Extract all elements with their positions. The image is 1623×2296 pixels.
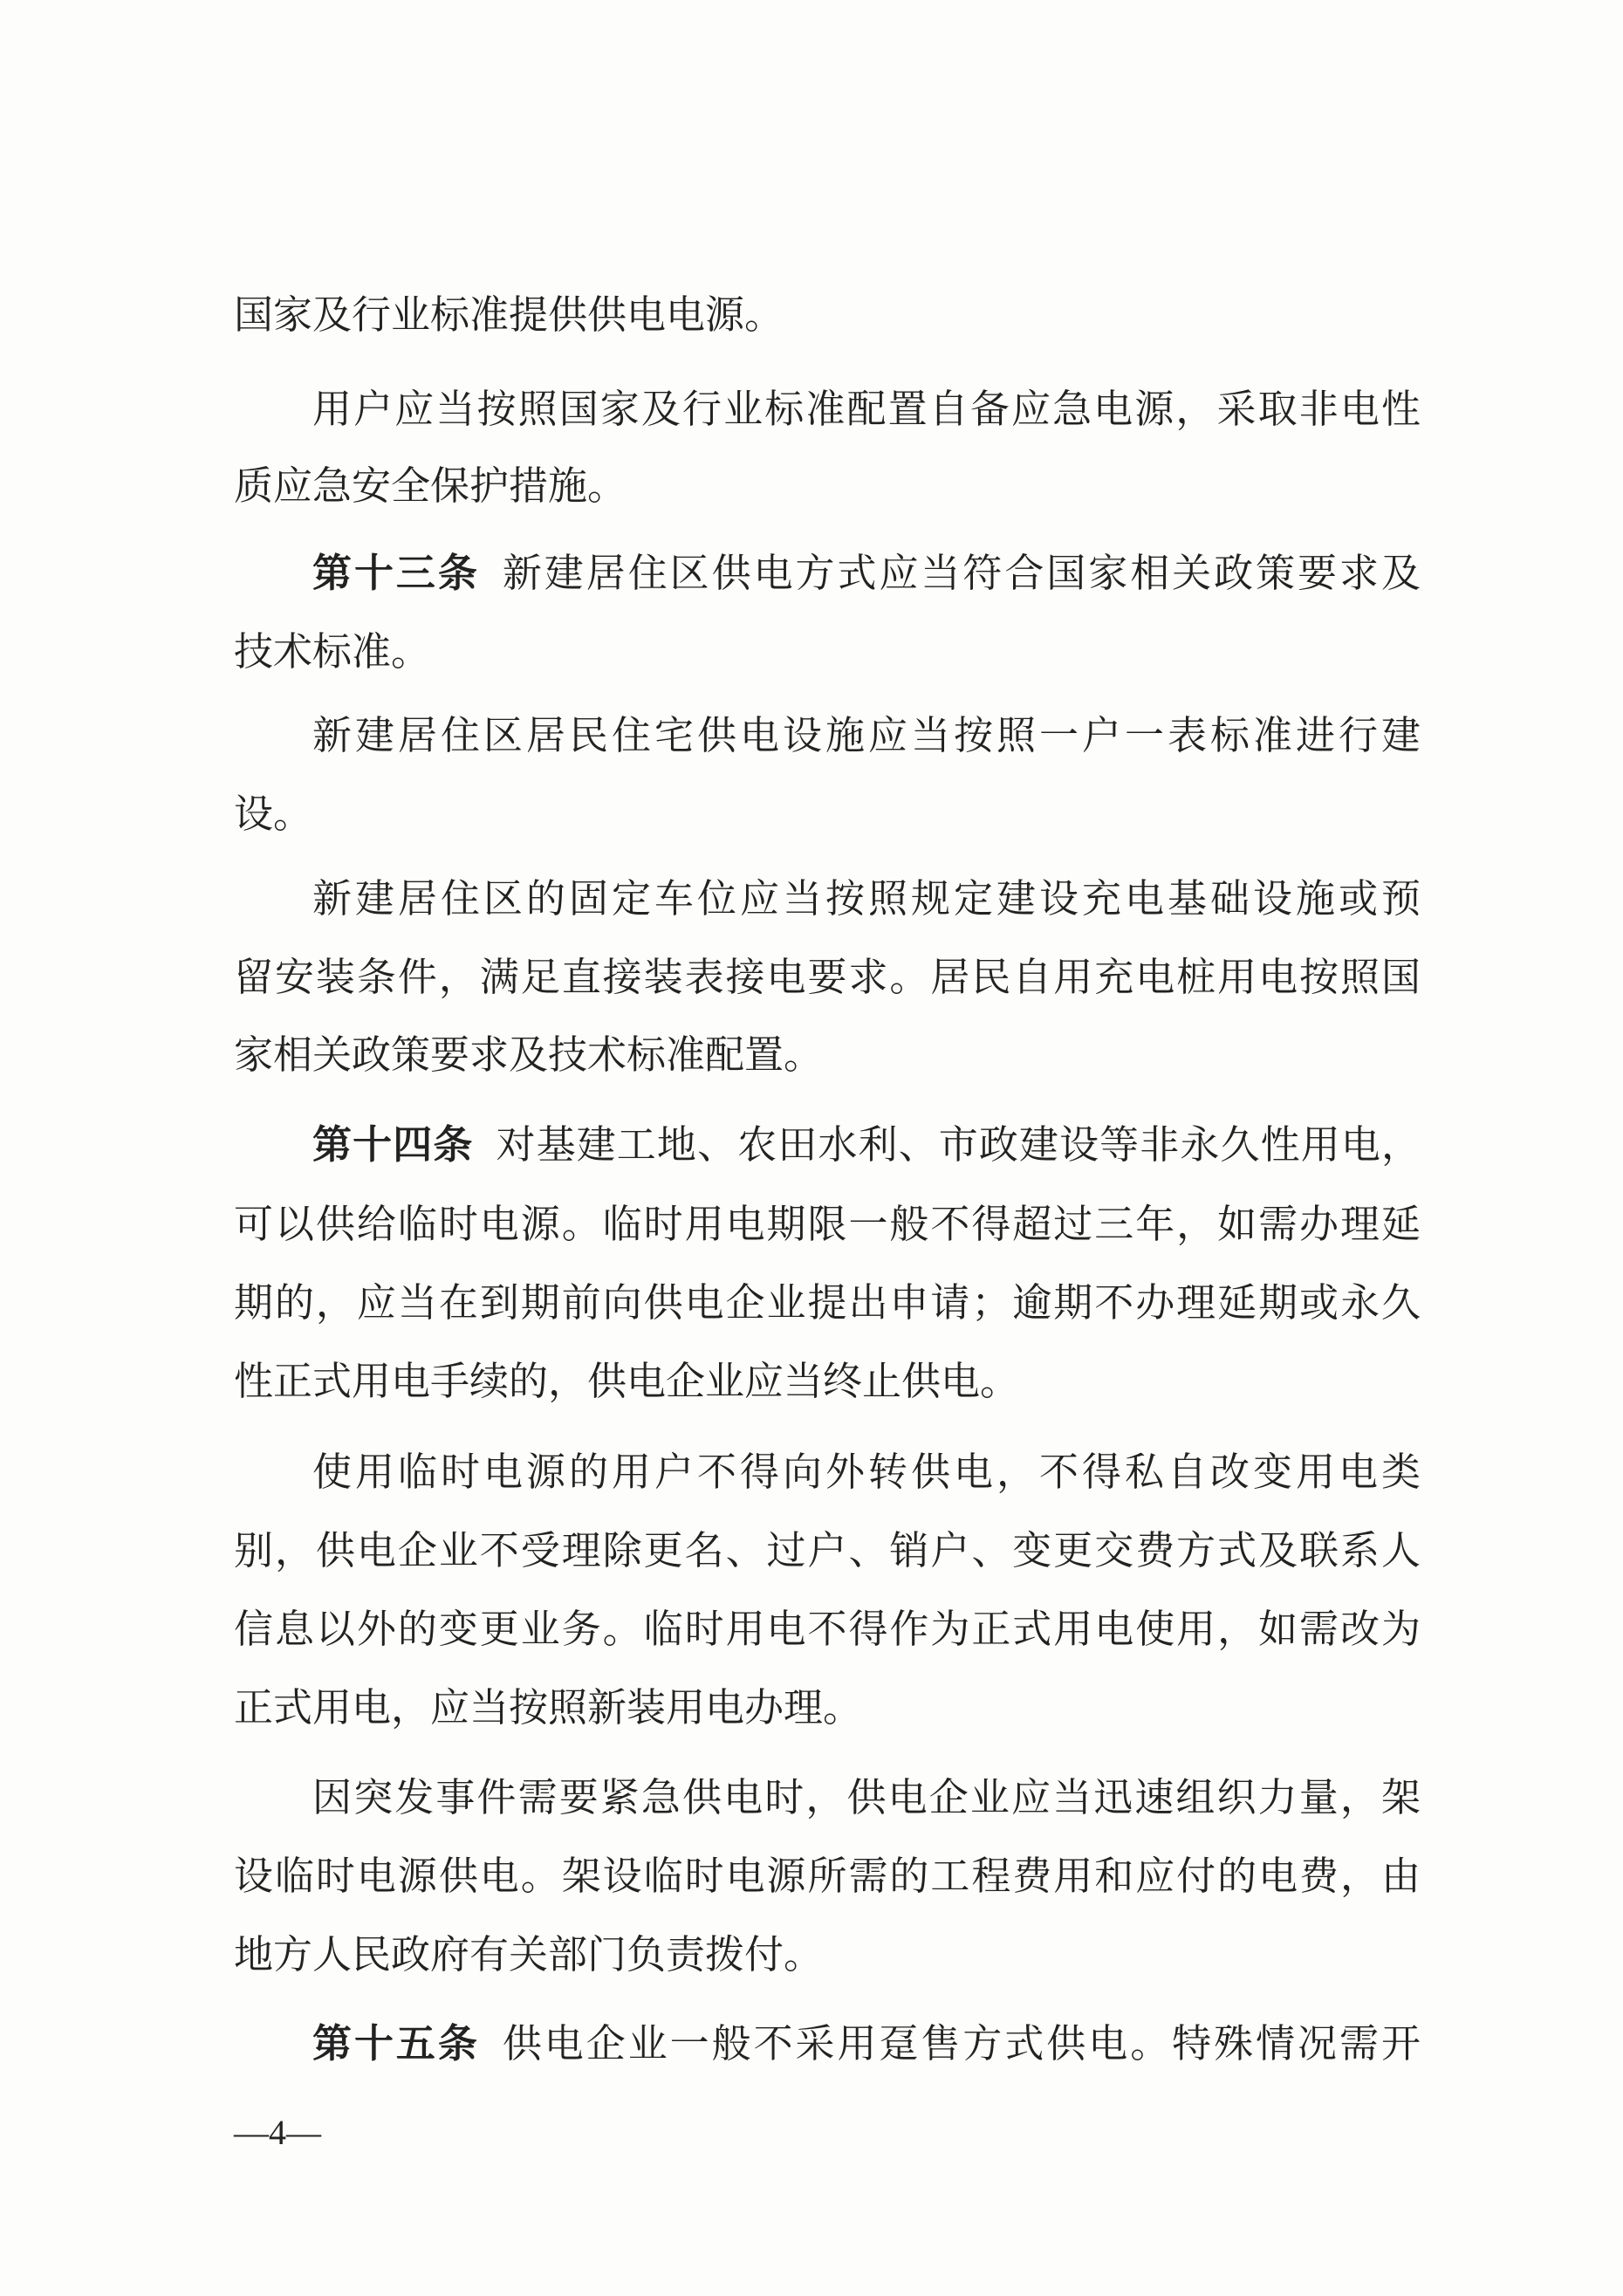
article-13-text: 新建居住区供电方式应当符合国家相关政策要求及: [502, 550, 1421, 596]
text-line: 使用临时电源的用户不得向外转供电，不得私自改变用电类: [312, 1449, 1421, 1495]
article-14-line: [234, 1104, 1421, 1186]
article-14-text: 对基建工地、农田水利、市政建设等非永久性用电，: [496, 1121, 1421, 1168]
article-13-heading: 第十三条: [312, 550, 480, 596]
text-line: 信息以外的变更业务。临时用电不得作为正式用电使用，如需改为: [234, 1606, 1421, 1652]
article-15-line: [234, 2003, 1421, 2085]
text-line: 因突发事件需要紧急供电时，供电企业应当迅速组织力量，架: [312, 1774, 1421, 1820]
text-line: 别，供电企业不受理除更名、过户、销户、变更交费方式及联系人: [234, 1527, 1421, 1573]
text-line: 设临时电源供电。架设临时电源所需的工程费用和应付的电费，由: [234, 1853, 1421, 1899]
article-15-heading: 第十五条: [312, 2020, 480, 2066]
text-line: 质应急安全保护措施。: [234, 463, 627, 509]
text-line: 新建居住区居民住宅供电设施应当按照一户一表标准进行建: [312, 712, 1421, 758]
text-line: 国家及行业标准提供供电电源。: [234, 291, 784, 338]
text-line: 留安装条件，满足直接装表接电要求。居民自用充电桩用电按照国: [234, 954, 1421, 1000]
text-line: 设。: [234, 791, 313, 837]
text-line: 可以供给临时电源。临时用电期限一般不得超过三年，如需办理延: [234, 1201, 1421, 1247]
text-line: 新建居住区的固定车位应当按照规定建设充电基础设施或预: [312, 875, 1421, 922]
text-line: 正式用电，应当按照新装用电办理。: [234, 1684, 863, 1731]
text-line: 技术标准。: [234, 628, 431, 675]
article-13-line: [234, 532, 1421, 614]
text-line: 性正式用电手续的，供电企业应当终止供电。: [234, 1358, 1020, 1404]
text-line: 期的，应当在到期前向供电企业提出申请；逾期不办理延期或永久: [234, 1279, 1421, 1326]
text-line: 用户应当按照国家及行业标准配置自备应急电源，采取非电性: [312, 386, 1421, 432]
article-14-heading: 第十四条: [312, 1121, 474, 1168]
article-15-text: 供电企业一般不采用趸售方式供电。特殊情况需开: [502, 2020, 1421, 2066]
page-number: —4—: [234, 2113, 321, 2152]
text-line: 地方人民政府有关部门负责拨付。: [234, 1931, 824, 1977]
text-line: 家相关政策要求及技术标准配置。: [234, 1031, 824, 1078]
